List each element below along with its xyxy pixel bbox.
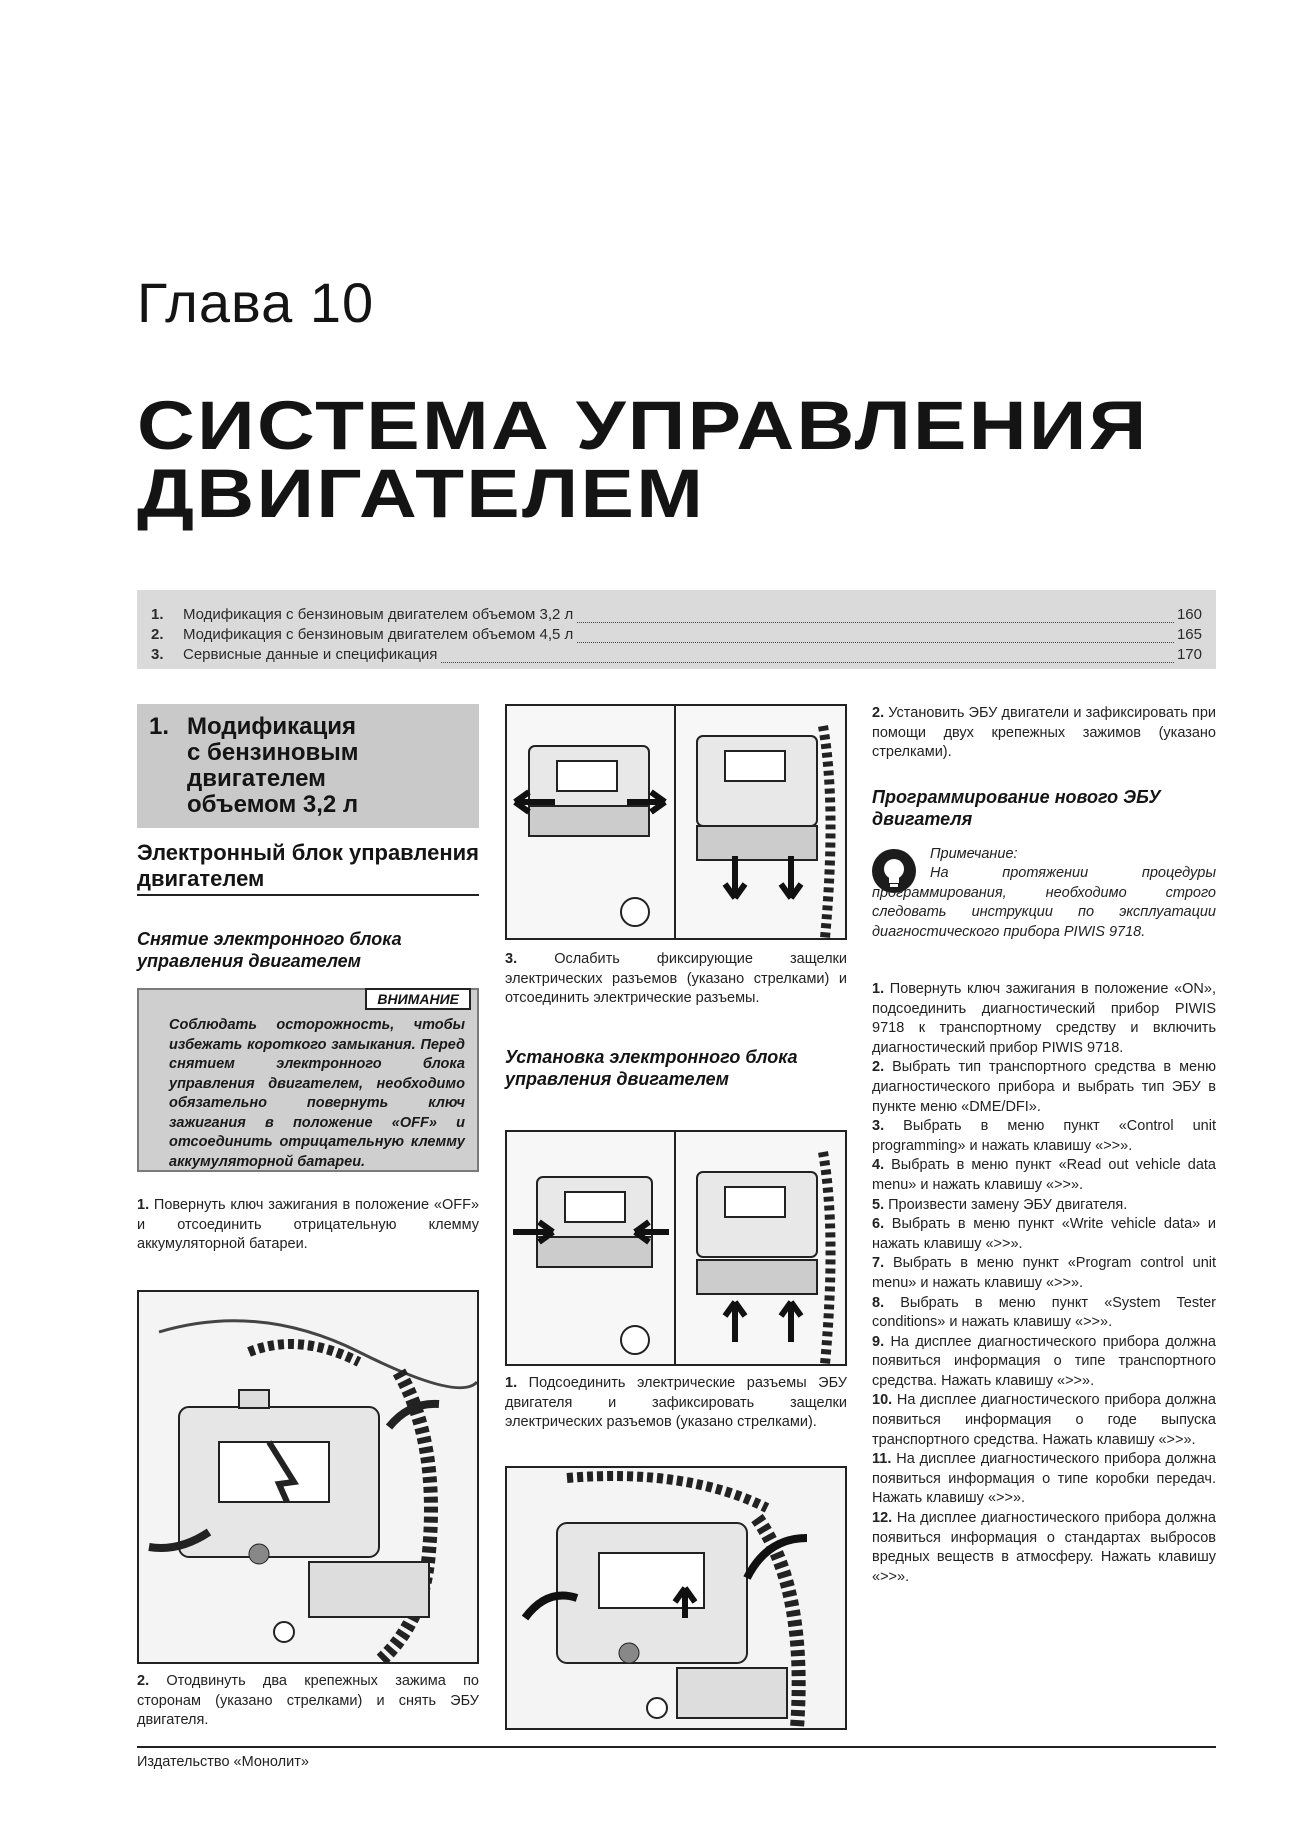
toc-number: 2. — [151, 626, 164, 643]
step-number: 2. — [872, 705, 885, 721]
programming-step — [872, 1450, 1216, 1509]
publisher-footer: Издательство «Монолит» — [137, 1754, 309, 1770]
note-block — [872, 845, 1216, 955]
note-label: Примечание: — [930, 846, 1018, 862]
step-number: 1. — [137, 1197, 150, 1213]
figure-ecu-removal — [137, 1290, 479, 1664]
toc-page: 160 — [1174, 606, 1202, 623]
programming-step — [872, 1254, 1216, 1293]
step-text: На дисплее диагностического прибора должна появиться информация о годе выпуска транспортного средства. Нажать клавишу «>>». — [872, 1392, 1216, 1448]
programming-step — [872, 980, 1216, 1058]
step-text: Ослабить фиксирующие защелки электрических разъемов (указано стрелками) и отсоединить электрические разъемы. — [505, 951, 847, 1007]
warning-box — [137, 988, 479, 1172]
step-text: Повернуть ключ зажигания в положение «ON», подсоединить диагностический прибор PIWIS 9718 к транспортному средству и включить диагностический прибор PIWIS 9718. — [872, 981, 1216, 1056]
step-text: Выбрать тип транспортного средства в меню диагностического прибора и выбрать тип ЭБУ в пункте меню «DME/DFI». — [872, 1059, 1217, 1115]
programming-steps — [872, 980, 1216, 1587]
chapter-title-line2: ДВИГАТЕЛЕМ — [137, 455, 706, 532]
programming-step — [872, 1333, 1216, 1392]
section-title: Модификация с бензиновым двигателем объемом 3,2 л — [187, 713, 359, 818]
step-number: 10. — [872, 1392, 893, 1409]
note-text: На протяжении процедуры программирования, необходимо строго следовать инструкции по эксплуатации диагностического прибора PIWIS 9718. — [872, 865, 1216, 940]
heading-install: Установка электронного блока управления двигателем — [505, 1047, 798, 1089]
warning-text: Соблюдать осторожность, чтобы избежать короткого замыкания. Перед снятием электронного блока управления двигателем, необходимо обязательно повернуть ключ зажигания в положение «OFF» и отсоединить отрицательную клемму аккумуляторной батареи. — [169, 1017, 465, 1170]
step-text: Выбрать в меню пункт «Program control unit menu» и нажать клавишу «>>». — [872, 1255, 1217, 1291]
step-number: 2. — [137, 1673, 150, 1689]
step-text: Подсоединить электрические разъемы ЭБУ двигателя и зафиксировать защелки электрических разъемов (указано стрелками). — [505, 1375, 847, 1431]
removal-step-2 — [137, 1672, 479, 1731]
programming-step — [872, 1196, 1216, 1216]
chapter-title-line1: СИСТЕМА УПРАВЛЕНИЯ — [137, 387, 1149, 464]
step-text: Отодвинуть два крепежных зажима по сторонам (указано стрелками) и снять ЭБУ двигателя. — [137, 1673, 479, 1729]
toc-number: 1. — [151, 606, 164, 623]
table-of-contents — [137, 590, 1216, 669]
removal-step-1 — [137, 1196, 479, 1255]
toc-item[interactable] — [151, 626, 1202, 646]
step-text: На дисплее диагностического прибора должна появиться информация о типе коробки передач. Нажать клавишу «>>». — [872, 1451, 1216, 1507]
step-number: 3. — [872, 1118, 885, 1135]
step-text: Выбрать в меню пункт «Read out vehicle data menu» и нажать клавишу «>>». — [872, 1157, 1216, 1193]
step-text: Выбрать в меню пункт «Control unit programming» и нажать клавишу «>>». — [872, 1118, 1217, 1154]
programming-step — [872, 1215, 1216, 1254]
step-number: 1. — [505, 1375, 518, 1391]
step-text: Выбрать в меню пункт «System Tester conditions» и нажать клавишу «>>». — [872, 1294, 1216, 1331]
step-number: 6. — [872, 1216, 885, 1233]
heading-programming: Программирование нового ЭБУ двигателя — [872, 787, 1161, 829]
step-number: 5. — [872, 1196, 885, 1213]
step-text: Выбрать в меню пункт «Write vehicle data» и нажать клавишу «>>». — [872, 1216, 1216, 1252]
step-text: Повернуть ключ зажигания в положение «OFF» и отсоединить отрицательную клемму аккумуляторной батареи. — [137, 1197, 480, 1253]
toc-title: Модификация с бензиновым двигателем объемом 3,2 л — [183, 606, 576, 623]
programming-step — [872, 1156, 1216, 1195]
toc-page: 165 — [1174, 626, 1202, 643]
section-heading-box — [137, 704, 479, 828]
ecu-install-illustration — [507, 1468, 845, 1728]
heading-removal: Снятие электронного блока управления двигателем — [137, 929, 402, 971]
install-step-1 — [505, 1374, 847, 1433]
warning-label: ВНИМАНИЕ — [365, 988, 471, 1010]
programming-step — [872, 1294, 1216, 1333]
step-number: 9. — [872, 1333, 885, 1350]
toc-page: 170 — [1174, 646, 1202, 663]
chapter-title — [137, 387, 1149, 532]
toc-item[interactable] — [151, 646, 1202, 666]
chapter-label: Глава 10 — [137, 271, 375, 334]
step-number: 3. — [505, 951, 518, 967]
step-text: Установить ЭБУ двигатели и зафиксировать при помощи двух крепежных зажимов (указано стрелками). — [872, 705, 1216, 761]
toc-item[interactable] — [151, 606, 1202, 626]
connector-release-illustration — [507, 706, 845, 938]
programming-step — [872, 1509, 1216, 1587]
step-number: 7. — [872, 1255, 885, 1272]
step-number: 8. — [872, 1294, 885, 1311]
programming-step — [872, 1058, 1216, 1117]
step-number: 1. — [872, 981, 885, 997]
step-text: Произвести замену ЭБУ двигателя. — [888, 1196, 1128, 1213]
toc-title: Модификация с бензиновым двигателем объемом 4,5 л — [183, 626, 576, 643]
figure-ecu-installation — [505, 1466, 847, 1730]
footer-divider — [137, 1746, 1216, 1748]
step-number: 12. — [872, 1510, 893, 1527]
section-number: 1. — [149, 713, 170, 740]
toc-title: Сервисные данные и спецификация — [183, 646, 440, 663]
step-number: 2. — [872, 1059, 885, 1076]
connector-install-illustration — [507, 1132, 845, 1364]
step-text: На дисплее диагностического прибора должна появиться информация о стандартах выбросов вредных веществ в атмосферу. Нажать клавишу «>>». — [872, 1510, 1216, 1585]
removal-step-3 — [505, 950, 847, 1009]
programming-step — [872, 1391, 1216, 1450]
step-number: 4. — [872, 1157, 885, 1174]
toc-number: 3. — [151, 646, 164, 663]
ecu-installed-illustration — [139, 1292, 477, 1662]
install-step-2 — [872, 704, 1216, 763]
step-text: На дисплее диагностического прибора должна появиться информация о типе транспортного средства. Нажать клавишу «>>». — [872, 1333, 1216, 1389]
figure-connectors-install — [505, 1130, 847, 1366]
figure-connectors-release — [505, 704, 847, 940]
programming-step — [872, 1117, 1216, 1156]
step-number: 11. — [872, 1451, 892, 1468]
heading-ecu: Электронный блок управления двигателем — [137, 840, 479, 896]
